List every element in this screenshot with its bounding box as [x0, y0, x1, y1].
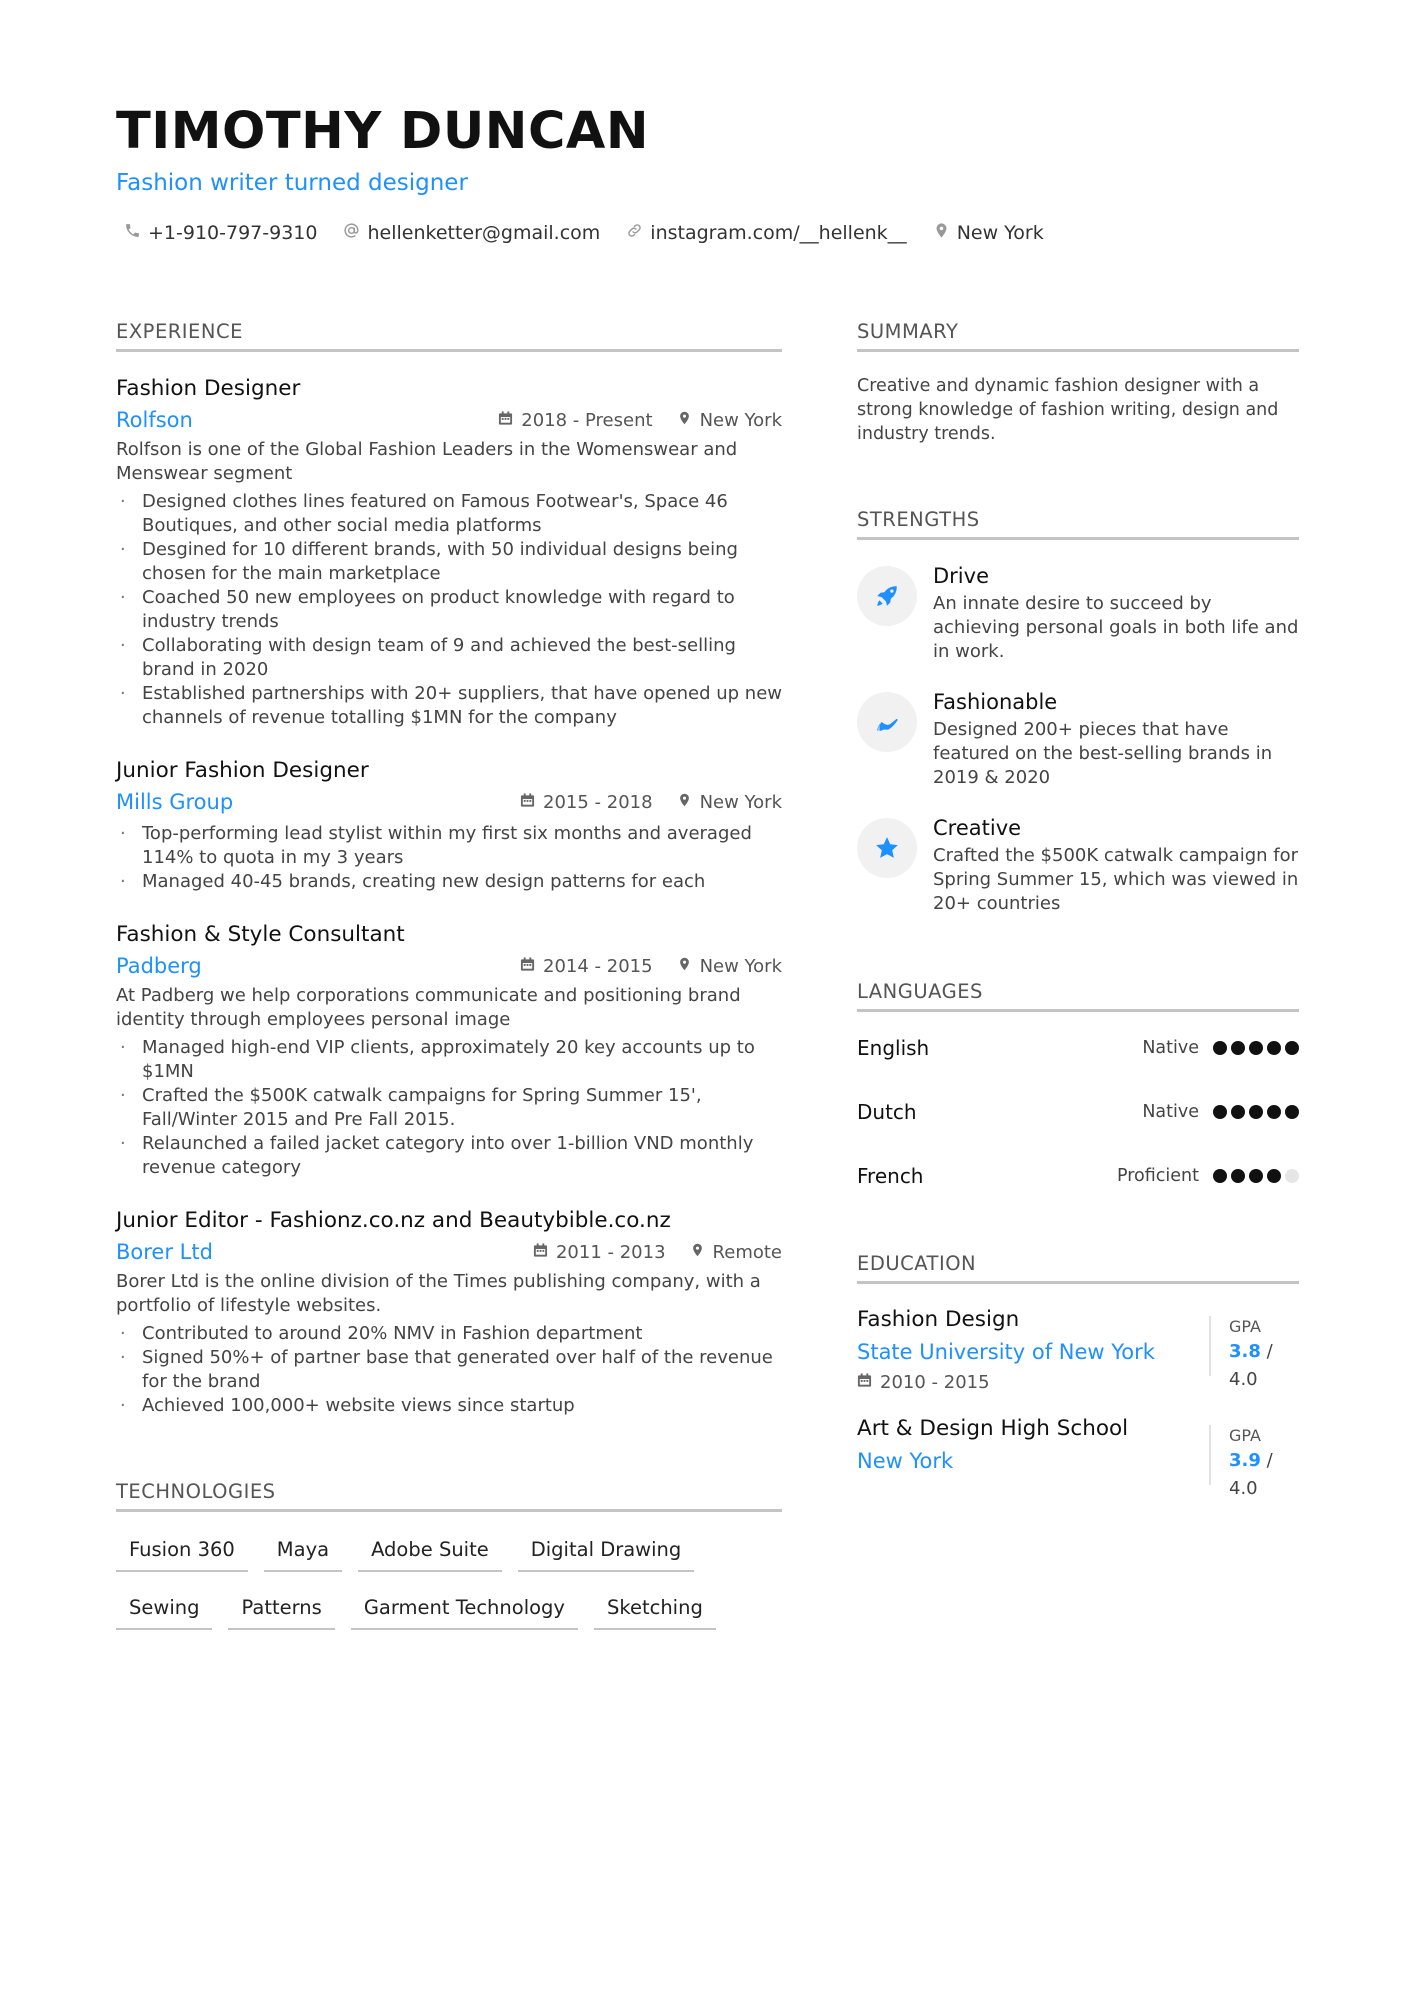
bullet-item: · Established partnerships with 20+ suppliers, that have opened up new channels of revenue totalling $1MN for the company: [116, 682, 782, 730]
resume-name: TIMOTHY DUNCAN: [116, 102, 650, 161]
technologies-heading: TECHNOLOGIES: [116, 1480, 782, 1512]
bullet-item: · Managed 40-45 brands, creating new design patterns for each: [116, 870, 782, 894]
gpa-max: / 4.0: [1229, 1450, 1273, 1499]
technology-tag: Fusion 360: [116, 1530, 248, 1572]
star-icon: [857, 818, 917, 878]
education-entry: [857, 1413, 1299, 1499]
education-school: State University of New York: [857, 1340, 1155, 1364]
bullet-item: · Designed clothes lines featured on Famous Footwear's, Space 46 Boutiques, and other social media platforms: [116, 490, 782, 538]
job-title: Fashion Designer: [116, 376, 301, 401]
language-name: French: [857, 1164, 924, 1188]
company-description: Borer Ltd is the online division of the Times publishing company, with a portfolio of lifestyle websites.: [116, 1271, 761, 1316]
rating-dot: [1213, 1041, 1227, 1055]
calendar-icon: [857, 1372, 872, 1393]
job-title: Fashion & Style Consultant: [116, 922, 405, 947]
strength-item: [857, 560, 1299, 664]
language-level: Proficient: [1117, 1166, 1199, 1186]
location-icon: [690, 1242, 705, 1263]
rating-dot: [1213, 1105, 1227, 1119]
bullet-item: · Achieved 100,000+ website views since startup: [116, 1394, 782, 1418]
education-school: New York: [857, 1449, 954, 1473]
rating-dot: [1249, 1169, 1263, 1183]
language-rating: [1213, 1105, 1299, 1119]
language-row: [857, 1016, 1299, 1080]
strength-title: Fashionable: [933, 690, 1058, 714]
company-name: Padberg: [116, 954, 202, 978]
technology-tag: Adobe Suite: [358, 1530, 502, 1572]
strengths-heading: STRENGTHS: [857, 508, 1299, 540]
contact-email-text: hellenketter@gmail.com: [367, 222, 601, 244]
bullet-item: · Desgined for 10 different brands, with 50 individual designs being chosen for the main marketplace: [116, 538, 782, 586]
right-column: [857, 320, 1299, 1499]
company-description: Rolfson is one of the Global Fashion Leaders in the Womenswear and Menswear segment: [116, 439, 738, 484]
education-degree: Art & Design High School: [857, 1416, 1129, 1441]
rating-dot: [1231, 1105, 1245, 1119]
language-row: [857, 1080, 1299, 1144]
rating-dot: [1285, 1105, 1299, 1119]
language-rating: [1213, 1041, 1299, 1055]
job-dates: 2011 - 2013: [555, 1241, 666, 1263]
gpa-label: GPA: [1229, 1317, 1261, 1336]
calendar-icon: [498, 410, 513, 431]
experience-entry: [116, 756, 782, 894]
job-bullets: [116, 822, 782, 894]
job-location: New York: [699, 791, 782, 813]
summary-text: Creative and dynamic fashion designer with a strong knowledge of fashion writing, design and industry trends.: [857, 376, 1279, 444]
rating-dot: [1231, 1041, 1245, 1055]
location-icon: [677, 410, 692, 431]
job-location: Remote: [712, 1241, 782, 1263]
strength-item: [857, 686, 1299, 790]
company-description: At Padberg we help corporations communicate and positioning brand identity through employees personal image: [116, 985, 741, 1030]
summary-heading: SUMMARY: [857, 320, 1299, 352]
contact-bar: [124, 222, 1044, 244]
job-dates: 2015 - 2018: [543, 791, 653, 813]
company-name: Borer Ltd: [116, 1240, 213, 1264]
rating-dot: [1285, 1169, 1299, 1183]
language-row: [857, 1144, 1299, 1208]
rating-dot: [1249, 1105, 1263, 1119]
contact-phone-text: +1-910-797-9310: [148, 222, 318, 244]
strength-description: Designed 200+ pieces that have featured on the best-selling brands in 2019 & 2020: [933, 719, 1273, 788]
job-bullets: [116, 1036, 782, 1180]
job-location: New York: [699, 955, 782, 977]
contact-location-text: New York: [956, 222, 1044, 244]
education-dates: 2010 - 2015: [880, 1372, 990, 1393]
languages-heading: LANGUAGES: [857, 980, 1299, 1012]
job-location: New York: [699, 409, 782, 431]
bullet-item: · Managed high-end VIP clients, approximately 20 key accounts up to $1MN: [116, 1036, 782, 1084]
rating-dot: [1213, 1169, 1227, 1183]
gpa-value: 3.9: [1229, 1450, 1261, 1471]
education-degree: Fashion Design: [857, 1307, 1020, 1332]
location-icon: [677, 792, 692, 813]
job-bullets: [116, 490, 782, 730]
language-rating: [1213, 1169, 1299, 1183]
gpa-label: GPA: [1229, 1426, 1261, 1445]
strength-description: Crafted the $500K catwalk campaign for Spring Summer 15, which was viewed in 20+ countries: [933, 845, 1299, 914]
calendar-icon: [533, 1242, 548, 1263]
education-entry: [857, 1304, 1299, 1393]
job-bullets: [116, 1322, 782, 1418]
company-name: Rolfson: [116, 408, 193, 432]
contact-email[interactable]: [343, 222, 600, 244]
technologies-section: [116, 1480, 782, 1630]
strengths-section: [857, 508, 1299, 916]
technology-tag: Maya: [264, 1530, 342, 1572]
rating-dot: [1249, 1041, 1263, 1055]
education-section: [857, 1252, 1299, 1499]
experience-heading: EXPERIENCE: [116, 320, 782, 352]
bullet-item: · Top-performing lead stylist within my first six months and averaged 114% to quota in my 3 years: [116, 822, 782, 870]
bullet-item: · Crafted the $500K catwalk campaigns for Spring Summer 15', Fall/Winter 2015 and Pre Fall 2015.: [116, 1084, 782, 1132]
bullet-item: · Collaborating with design team of 9 and achieved the best-selling brand in 2020: [116, 634, 782, 682]
gpa-max: / 4.0: [1229, 1341, 1273, 1390]
rating-dot: [1285, 1041, 1299, 1055]
rating-dot: [1267, 1105, 1281, 1119]
contact-location: [933, 222, 1044, 244]
contact-link-text: instagram.com/__hellenk__: [650, 222, 907, 244]
job-title: Junior Fashion Designer: [116, 758, 369, 783]
technology-tag: Sewing: [116, 1588, 212, 1630]
phone-icon: [124, 222, 141, 244]
gpa-value: 3.8: [1229, 1341, 1261, 1362]
calendar-icon: [520, 792, 535, 813]
left-column: [116, 320, 782, 1630]
high-heel-icon: [857, 692, 917, 752]
contact-phone[interactable]: [124, 222, 317, 244]
education-heading: EDUCATION: [857, 1252, 1299, 1284]
bullet-item: · Relaunched a failed jacket category into over 1-billion VND monthly revenue category: [116, 1132, 782, 1180]
strength-description: An innate desire to succeed by achieving personal goals in both life and in work.: [933, 593, 1299, 662]
technology-tags: [116, 1530, 782, 1630]
gpa-box: [1209, 1316, 1299, 1390]
technology-tag: Patterns: [228, 1588, 334, 1630]
technology-tag: Garment Technology: [351, 1588, 578, 1630]
bullet-item: · Contributed to around 20% NMV in Fashion department: [116, 1322, 782, 1346]
language-name: English: [857, 1036, 930, 1060]
resume-tagline: Fashion writer turned designer: [116, 170, 468, 196]
language-level: Native: [1142, 1102, 1199, 1122]
rating-dot: [1267, 1041, 1281, 1055]
experience-entry: [116, 920, 782, 1180]
rating-dot: [1231, 1169, 1245, 1183]
rating-dot: [1267, 1169, 1281, 1183]
gpa-box: [1209, 1425, 1299, 1499]
technology-tag: Sketching: [594, 1588, 716, 1630]
strength-title: Creative: [933, 816, 1022, 840]
calendar-icon: [520, 956, 535, 977]
job-dates: 2018 - Present: [521, 409, 653, 431]
contact-link[interactable]: [626, 222, 906, 244]
location-icon: [933, 222, 950, 244]
bullet-item: · Signed 50%+ of partner base that generated over half of the revenue for the brand: [116, 1346, 782, 1394]
technology-tag: Digital Drawing: [518, 1530, 695, 1572]
job-title: Junior Editor - Fashionz.co.nz and Beautybible.co.nz: [116, 1208, 671, 1233]
rocket-icon: [857, 566, 917, 626]
location-icon: [677, 956, 692, 977]
at-icon: [343, 222, 360, 244]
languages-section: [857, 980, 1299, 1208]
strength-item: [857, 812, 1299, 916]
language-level: Native: [1142, 1038, 1199, 1058]
experience-entry: [116, 374, 782, 730]
experience-entry: [116, 1206, 782, 1418]
job-dates: 2014 - 2015: [543, 955, 653, 977]
language-name: Dutch: [857, 1100, 917, 1124]
company-name: Mills Group: [116, 790, 234, 814]
strength-title: Drive: [933, 564, 989, 588]
link-icon: [626, 222, 643, 244]
bullet-item: · Coached 50 new employees on product knowledge with regard to industry trends: [116, 586, 782, 634]
